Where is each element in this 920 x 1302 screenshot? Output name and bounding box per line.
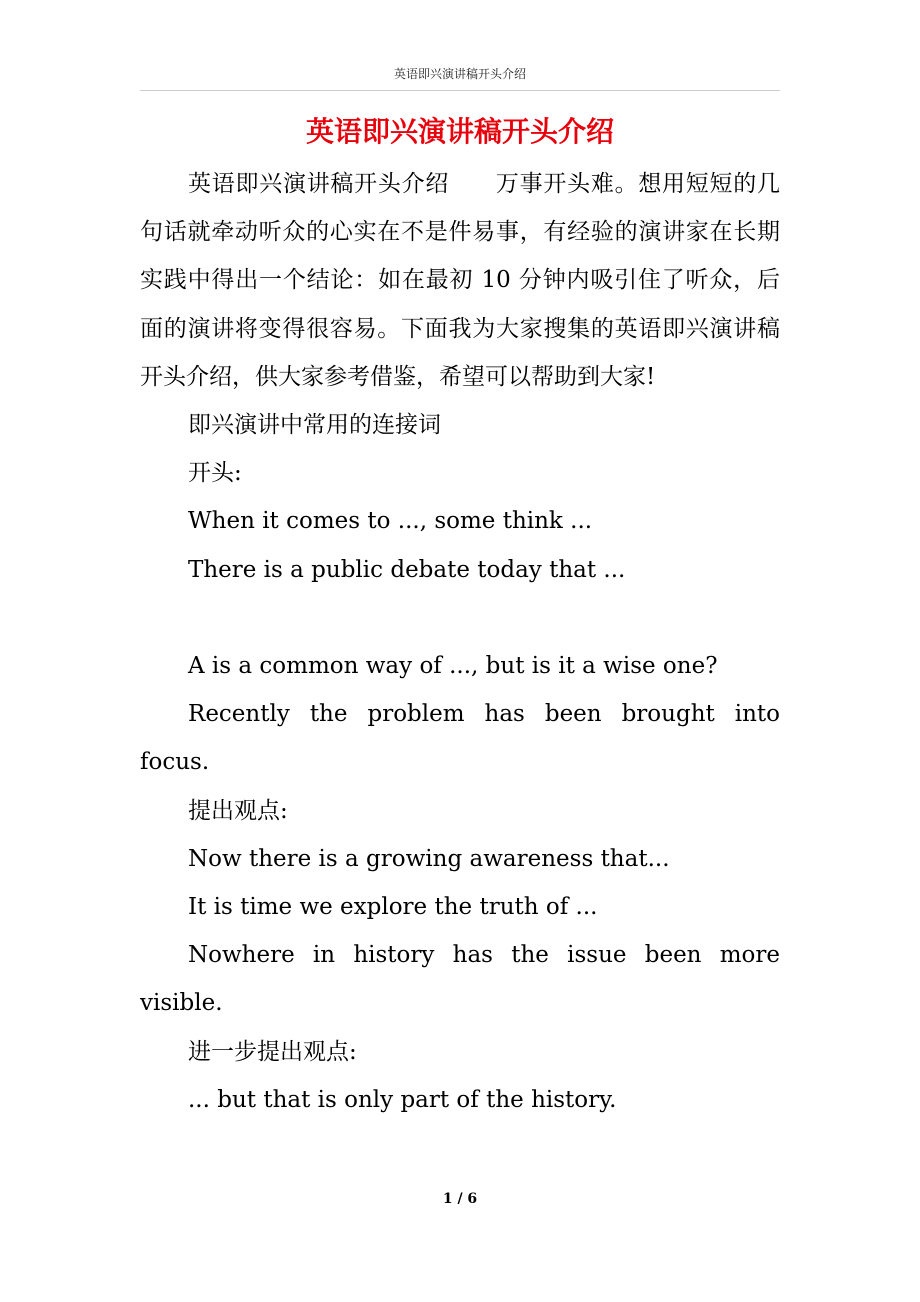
further-label: 进一步提出观点: — [188, 1038, 357, 1065]
opening-phrase: There is a public debate today that ... — [188, 556, 626, 583]
intro-lead: 英语即兴演讲稿开头介绍 — [188, 171, 450, 197]
viewpoint-phrase: It is time we explore the truth of ... — [188, 894, 598, 921]
opening-phrase: When it comes to ..., some think ... — [188, 508, 593, 535]
section-heading: 即兴演讲中常用的连接词 — [188, 412, 441, 439]
opening-phrase: Recently the problem has been brought into focus. — [140, 701, 780, 776]
running-header: 英语即兴演讲稿开头介绍 — [393, 67, 526, 81]
viewpoint-label: 提出观点: — [188, 797, 288, 824]
opening-label: 开头: — [188, 460, 242, 487]
header-divider — [140, 90, 780, 91]
opening-phrase: A is a common way of ..., but is it a wise one? — [188, 653, 718, 680]
viewpoint-phrase: Now there is a growing awareness that... — [188, 845, 670, 872]
blank-line — [140, 594, 780, 642]
intro-text: 万事开头难。想用短短的几句话就牵动听众的心实在不是件易事，有经验的演讲家在长期实践中得出一个结论：如在最初 10 分钟内吸引住了听众，后面的演讲将变得很容易。下面我为大家搜集的英语即兴演讲稿开头介绍，供大家参考借鉴，希望可以帮助到大家! — [140, 171, 781, 390]
viewpoint-phrase: Nowhere in history has the issue been more visible. — [140, 942, 780, 1017]
page-number: 1 / 6 — [442, 1191, 478, 1207]
further-phrase: ... but that is only part of the history. — [188, 1086, 617, 1113]
intro-paragraph — [140, 160, 780, 401]
document-title: 英语即兴演讲稿开头介绍 — [305, 115, 614, 148]
document-body — [140, 160, 780, 1124]
